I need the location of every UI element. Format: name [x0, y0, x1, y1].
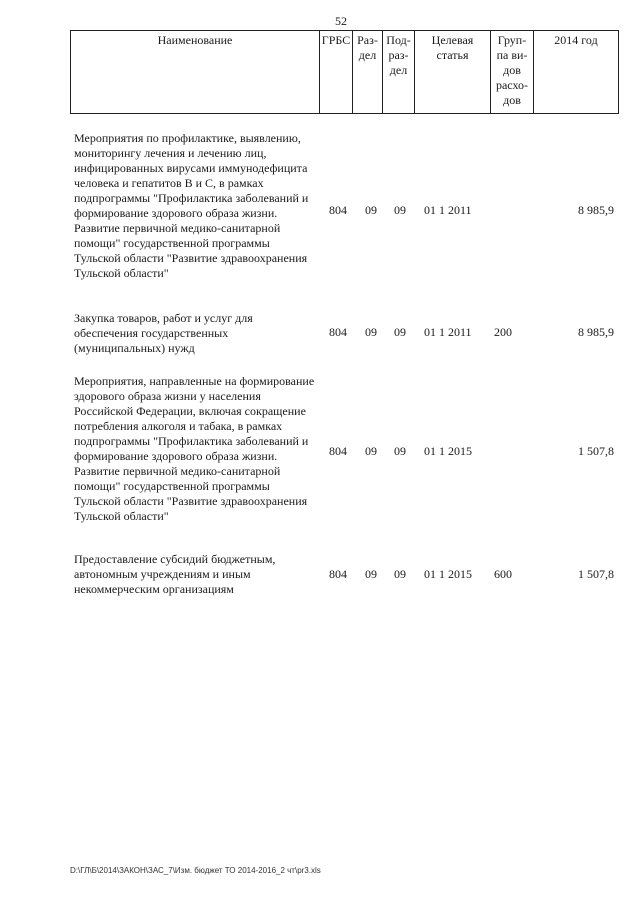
- row-podrazdel: 09: [394, 203, 406, 217]
- row-grbs: 804: [329, 203, 347, 217]
- header-grbs: ГРБС: [320, 31, 353, 114]
- footer-file-path: D:\ГЛ\Б\2014\ЗАКОН\ЗАС_7\Изм. бюджет ТО 2014-2016_2 чт\pr3.xls: [70, 866, 321, 875]
- row-grbs: 804: [329, 567, 347, 581]
- row-grbs: 804: [329, 444, 347, 458]
- row-name: Мероприятия по профилактике, выявлению, мониторингу лечения и лечению лиц, инфицированных вирусами иммунодефицита человека и гепатитов В и С, в рамках подпрограммы "Профилактика заболеваний и формирование здорового образа жизни. Развитие первичной медико-санитарной помощи" государственной программы Тульской области "Развитие здравоохранения Тульской области": [74, 131, 309, 280]
- row-vid-rashodov: 200: [494, 325, 512, 339]
- table-header: [70, 30, 619, 114]
- row-sum: 1 507,8: [578, 567, 614, 581]
- row-celevaya-statya: 01 1 2015: [424, 444, 472, 458]
- table-row: [74, 374, 614, 534]
- row-razdel: 09: [365, 325, 377, 339]
- row-razdel: 09: [365, 203, 377, 217]
- table-row: [74, 131, 614, 291]
- row-sum: 8 985,9: [578, 325, 614, 339]
- row-sum: 1 507,8: [578, 444, 614, 458]
- page-number: 52: [335, 14, 347, 28]
- header-name: Наименование: [71, 31, 320, 114]
- header-podrazdel: Под- раз- дел: [383, 31, 415, 114]
- row-celevaya-statya: 01 1 2011: [424, 203, 472, 217]
- row-podrazdel: 09: [394, 444, 406, 458]
- header-gruppa-vidov: Груп- па ви- дов расхо- дов: [491, 31, 534, 114]
- row-razdel: 09: [365, 567, 377, 581]
- row-celevaya-statya: 01 1 2015: [424, 567, 472, 581]
- row-sum: 8 985,9: [578, 203, 614, 217]
- row-name: Закупка товаров, работ и услуг для обеспечения государственных (муниципальных) нужд: [74, 311, 253, 355]
- row-name: Предоставление субсидий бюджетным, автономным учреждениям и иным некоммерческим организациям: [74, 552, 276, 596]
- header-razdel: Раз- дел: [353, 31, 383, 114]
- header-celevaya-statya: Целевая статья: [415, 31, 491, 114]
- row-name: Мероприятия, направленные на формирование здорового образа жизни у населения Российской Федерации, включая сокращение потребления алкоголя и табака, в рамках подпрограммы "Профилактика заболеваний и формирование здорового образа жизни. Развитие первичной медико-санитарной помощи" государственной программы Тульской области "Развитие здравоохранения Тульской области": [74, 374, 315, 523]
- row-razdel: 09: [365, 444, 377, 458]
- row-celevaya-statya: 01 1 2011: [424, 325, 472, 339]
- row-podrazdel: 09: [394, 567, 406, 581]
- row-podrazdel: 09: [394, 325, 406, 339]
- table-row: [74, 311, 614, 359]
- row-vid-rashodov: 600: [494, 567, 512, 581]
- header-year: 2014 год: [534, 31, 619, 114]
- table-row: [74, 552, 614, 600]
- row-grbs: 804: [329, 325, 347, 339]
